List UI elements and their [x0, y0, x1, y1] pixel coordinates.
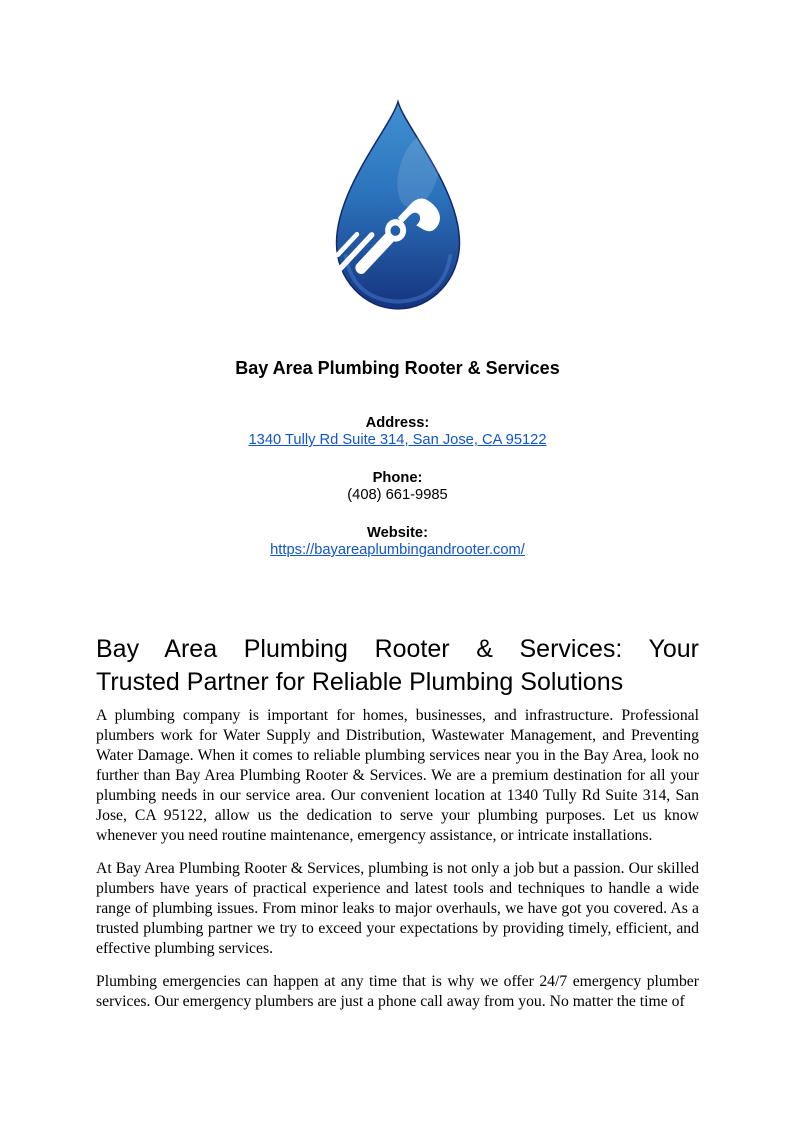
contact-info [96, 415, 699, 559]
article-body [96, 706, 699, 1012]
website-label: Website: [367, 525, 428, 541]
paragraph-passion: At Bay Area Plumbing Rooter & Services, plumbing is not only a job but a passion. Our skilled plumbers have years of practical experience and latest tools and techniques to handle a wide range of plumbing issues. From minor leaks to major overhauls, we have got you covered. As a trusted plumbing partner we try to exceed your expectations by providing timely, efficient, and effective plumbing services. [96, 860, 699, 957]
paragraph-intro: A plumbing company is important for homes, businesses, and infrastructure. Professional plumbers work for Water Supply and Distribution, Wastewater Management, and Preventing Water Damage. When it comes to reliable plumbing services near you in the Bay Area, look no further than Bay Area Plumbing Rooter & Services. We are a premium destination for all your plumbing needs in our service area. Our convenient location at 1340 Tully Rd Suite 314, San Jose, CA 95122, allow us the dedication to serve your plumbing purposes. Let us know whenever you need routine maintenance, emergency assistance, or intricate installations. [96, 707, 699, 844]
water-drop-icon [336, 102, 459, 309]
address-label: Address: [365, 415, 430, 431]
contact-address [96, 415, 699, 449]
page-title-line-2: Trusted Partner for Reliable Plumbing Solutions [96, 668, 624, 696]
company-logo [323, 97, 473, 312]
logo-container [96, 0, 699, 312]
paragraph-emergency: Plumbing emergencies can happen at any time that is why we offer 24/7 emergency plumber services. Our emergency plumbers are just a phone call away from you. No matter the time of [96, 973, 699, 1010]
contact-phone [96, 470, 699, 504]
page-title-line-1: Bay Area Plumbing Rooter & Services: Your [96, 635, 699, 663]
phone-label: Phone: [372, 470, 423, 486]
contact-website [96, 525, 699, 559]
page-title [96, 633, 699, 699]
phone-value: (408) 661-9985 [347, 487, 448, 503]
website-link[interactable]: https://bayareaplumbingandrooter.com/ [270, 542, 525, 558]
company-title: Bay Area Plumbing Rooter & Services [235, 358, 560, 378]
address-link[interactable]: 1340 Tully Rd Suite 314, San Jose, CA 95122 [248, 432, 547, 448]
